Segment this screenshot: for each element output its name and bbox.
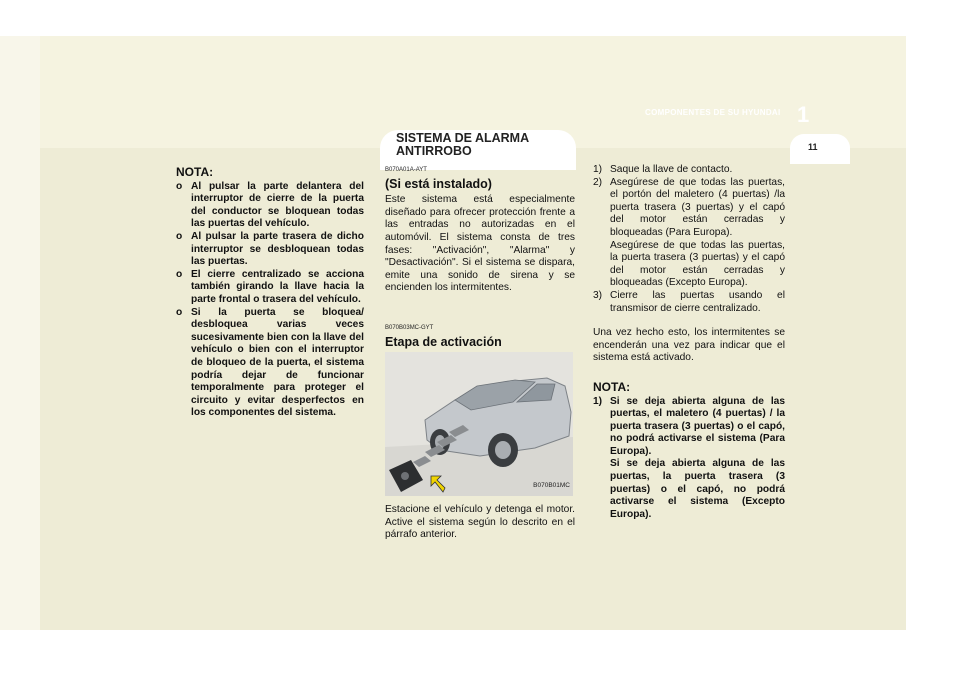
column-left xyxy=(176,166,364,420)
chapter-number: 1 xyxy=(797,102,810,127)
nota-title: NOTA: xyxy=(593,379,631,394)
intro-paragraph: Este sistema está especialmente diseñado para ofrecer protección frente a las entradas no autorizadas en el automóvil. El sistema consta de tres fases: "Activación", "Alarma" y "Desactivación". Si el sistema se dispara, emite una sonido de sirena y se encienden los intermitentes. xyxy=(385,194,575,294)
page-number-tab xyxy=(790,134,850,164)
list-item: o Al pulsar la parte delantera del interruptor de cierre de la puerta del conductor se bloquean todas las puertas del vehículo. xyxy=(176,180,364,230)
manual-page xyxy=(40,36,906,630)
car-illustration xyxy=(385,352,573,496)
chapter-label: COMPONENTES DE SU HYUNDAI xyxy=(645,108,781,117)
list-item: 2) Asegúrese de que todas las puertas, el portón del maletero (4 puertas) /la puerta trasera (3 puertas) y el capó del motor están cerradas y bloqueadas (Para Europa). Asegúrese de que todas las puertas, la puerta trasera (3 puertas) y el capó del motor están cerradas y bloqueadas (Excepto Europa). xyxy=(593,176,785,289)
figure-code: B070B01MC xyxy=(533,481,570,489)
reference-code: B070B03MC-GYT xyxy=(385,324,434,331)
nota-list xyxy=(176,181,364,420)
list-item: 1) Saque la llave de contacto. xyxy=(593,164,733,175)
section-title: SISTEMA DE ALARMA ANTIRROBO xyxy=(396,131,529,158)
scan-border-top xyxy=(0,0,960,36)
list-item: 1) Si se deja abierta alguna de las puertas, el maletero (4 puertas) / la puerta trasera (3 puertas) o el capó, no podrá activarse el sistema (Para Europa). Si se deja abierta alguna de las puertas, la puerta trasera (3 puertas) o el capó, no podrá activarse el sistema (Excepto Europa). xyxy=(593,395,785,520)
reference-code: B070A01A-AYT xyxy=(385,167,427,173)
car-figure xyxy=(385,352,573,496)
activation-paragraph: Estacione el vehículo y detenga el motor. Active el sistema según lo descrito en el párrafo anterior. xyxy=(385,504,575,541)
column-middle xyxy=(385,164,575,542)
subheading-activation: Etapa de activación xyxy=(385,334,502,349)
list-item: o El cierre centralizado se acciona también girando la llave hacia la parte frontal o trasera del vehículo. xyxy=(176,268,364,305)
subheading-installed: (Si está instalado) xyxy=(385,176,492,191)
confirmation-paragraph: Una vez hecho esto, los intermitentes se encenderán una vez para indicar que el sistema está activado. xyxy=(593,327,785,364)
list-item: 3) Cierre las puertas usando el transmisor de cierre centralizado. xyxy=(593,289,785,314)
column-right xyxy=(593,164,785,521)
nota-list xyxy=(593,396,785,522)
list-item: o Si la puerta se bloquea/ desbloquea varias veces sucesivamente bien con la llave del vehículo o bien con el interruptor de bloqueo de la puerta, el sistema podría dejar de funcionar temporalmente para proteger el circuito y evitar desperfectos en los componentes del sistema. xyxy=(176,306,364,419)
scan-border-bottom xyxy=(0,630,960,678)
steps-list xyxy=(593,164,785,315)
list-item: o Al pulsar la parte trasera de dicho interruptor se desbloquean todas las puertas. xyxy=(176,230,364,268)
page-number: 11 xyxy=(808,142,818,152)
nota-title: NOTA: xyxy=(176,165,214,179)
scan-border-right xyxy=(906,0,960,678)
